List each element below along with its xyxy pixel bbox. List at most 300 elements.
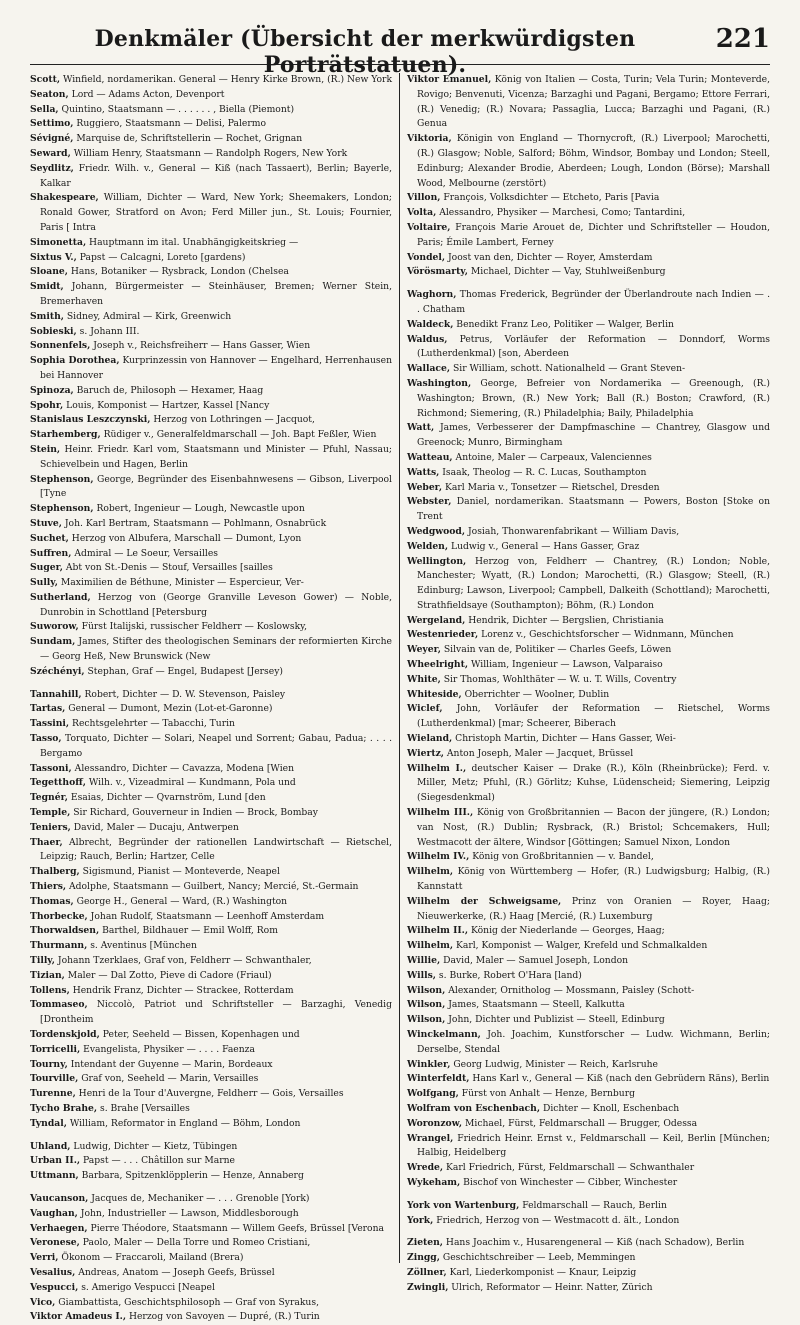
- entry-description: John, Vorläufer der Reformation — Rietschel, Worms (Lutherdenkmal) [mar; Scheerer, Biberach: [417, 703, 770, 730]
- index-entry: [30, 147, 392, 162]
- entry-description: Lorenz v., Geschichtsforscher — Widnmann, München: [478, 629, 734, 641]
- entry-headword: Vörösmarty,: [407, 266, 468, 278]
- index-entry: [30, 428, 392, 443]
- index-entry: [30, 132, 392, 147]
- entry-headword: Temple,: [30, 807, 71, 819]
- index-entry: [30, 236, 392, 251]
- index-entry: [407, 421, 770, 451]
- entry-description: Robert, Ingenieur — Lough, Newcastle upon: [93, 503, 305, 515]
- index-entry: [30, 1281, 392, 1296]
- index-entry: [407, 806, 770, 850]
- entry-description: Silvain van de, Politiker — Charles Geefs, Löwen: [440, 644, 672, 656]
- entry-description: Sidney, Admiral — Kirk, Greenwich: [63, 310, 232, 322]
- entry-headword: Wilson,: [407, 984, 446, 996]
- index-entry: [30, 1266, 392, 1281]
- index-entry: [407, 658, 770, 673]
- entry-description: François, Volksdichter — Etcheto, Paris [Pavia: [440, 192, 660, 204]
- entry-description: Joost van den, Dichter — Royer, Amsterdam: [445, 251, 653, 263]
- entry-description: Dichter — Knoll, Eschenbach: [540, 1102, 680, 1114]
- entry-headword: Zingg,: [407, 1252, 440, 1264]
- entry-headword: Viktor Emanuel,: [407, 74, 492, 85]
- index-entry: [407, 333, 770, 363]
- entry-description: Maximilien de Béthune, Minister — Espercieur, Ver-: [57, 577, 304, 589]
- entry-description: Wilh. v., Vizeadmiral — Kundmann, Pola und: [85, 777, 296, 789]
- entry-headword: Wilhelm III.,: [407, 807, 474, 819]
- entry-headword: Viktoria,: [407, 133, 452, 145]
- index-entry: [30, 954, 392, 969]
- entry-headword: Thomas,: [30, 895, 74, 907]
- entry-description: Abt von St.-Denis — Stouf, Versailles [sailles: [62, 562, 273, 574]
- index-entry: [407, 614, 770, 629]
- entry-description: Sigismund, Pianist — Monteverde, Neapel: [79, 866, 280, 878]
- entry-headword: Wills,: [407, 969, 436, 981]
- index-entry: [407, 732, 770, 747]
- entry-description: Karl, Komponist — Walger, Krefeld und Schmalkalden: [453, 940, 708, 952]
- entry-description: s. Amerigo Vespucci [Neapel: [78, 1281, 215, 1293]
- entry-headword: Washington,: [407, 377, 472, 389]
- entry-description: John, Industrieller — Lawson, Middlesborough: [77, 1207, 299, 1219]
- entry-description: George, Begründer des Eisenbahnwesens — Gibson, Liverpool [Tyne: [40, 473, 392, 500]
- entry-description: Quintino, Staatsmann — . . . . . . , Biella (Piemont): [58, 103, 295, 115]
- entry-description: Thomas Frederick, Begründer der Überlandroute nach Indien — . . Chatham: [417, 289, 770, 315]
- entry-description: Maler — Dal Zotto, Pieve di Cadore (Friaul): [64, 969, 272, 981]
- entry-headword: Shakespeare,: [30, 192, 99, 204]
- entry-description: Peter, Seeheld — Bissen, Kopenhagen und: [99, 1029, 300, 1040]
- entry-headword: Wilhelm der Schweigsame,: [407, 895, 562, 907]
- entry-headword: Watteau,: [407, 451, 453, 463]
- entry-headword: Wilhelm,: [407, 866, 454, 878]
- entry-headword: Thurmann,: [30, 940, 88, 952]
- index-entry: [407, 1176, 770, 1191]
- entry-headword: Sobieski,: [30, 325, 77, 337]
- index-entry: [30, 280, 392, 310]
- entry-description: William, Ingenieur — Lawson, Valparaiso: [468, 659, 663, 671]
- index-entry: [30, 836, 392, 866]
- entry-headword: Scott,: [30, 74, 61, 85]
- entry-headword: Tyndal,: [30, 1117, 67, 1129]
- entry-description: Lord — Adams Acton, Devenport: [68, 88, 225, 100]
- entry-description: s. Johann III.: [76, 325, 140, 337]
- index-entry: [30, 532, 392, 547]
- entry-headword: Tegnér,: [30, 792, 68, 804]
- index-entry: [407, 1214, 770, 1229]
- index-entry: [30, 1192, 392, 1207]
- index-entry: [30, 325, 392, 340]
- entry-headword: Suffren,: [30, 547, 72, 559]
- index-entry: [30, 1154, 392, 1169]
- index-entry: [407, 451, 770, 466]
- index-entry: [30, 1310, 392, 1325]
- entry-description: Marquise de, Schriftstellerin — Rochet, Grignan: [73, 133, 303, 145]
- index-entry: [30, 517, 392, 532]
- entry-headword: Sloane,: [30, 266, 68, 278]
- entry-headword: Wellington,: [407, 555, 467, 567]
- index-entry: [30, 821, 392, 836]
- entry-headword: Weyer,: [407, 644, 441, 656]
- entry-description: Barbara, Spitzenklöpplerin — Henze, Annaberg: [78, 1170, 304, 1182]
- index-entry: [30, 117, 392, 132]
- entry-headword: Viktor Amadeus I.,: [30, 1311, 127, 1323]
- entry-headword: Sundam,: [30, 636, 76, 648]
- entry-headword: Tasso,: [30, 733, 62, 745]
- index-entry: [30, 384, 392, 399]
- entry-headword: Seward,: [30, 147, 71, 159]
- index-entry: [407, 1236, 770, 1251]
- index-entry: [407, 702, 770, 732]
- entry-description: James, Stifter des theologischen Seminars der reformierten Kirche — Georg Heß, New Brunswick (New: [40, 636, 392, 663]
- entry-headword: Seaton,: [30, 88, 69, 100]
- entry-headword: Stephenson,: [30, 503, 94, 515]
- entry-description: Petrus, Vorläufer der Reformation — Donndorf, Worms (Lutherdenkmal) [son, Aberdeen: [417, 333, 770, 360]
- index-entry: [30, 339, 392, 354]
- entry-description: Prinz von Oranien — Royer, Haag; Nieuwerkerke, (R.) Haag [Mercié, (R.) Luxemburg: [417, 895, 770, 922]
- entry-description: Friedrich, Herzog von — Westmacott d. ält., London: [433, 1214, 680, 1226]
- index-entry: [30, 865, 392, 880]
- entry-headword: Thalberg,: [30, 866, 80, 878]
- entry-headword: Thiers,: [30, 881, 67, 893]
- index-entry: [30, 665, 392, 680]
- entry-description: Winfield, nordamerikan. General — Henry Kirke Brown, (R.) New York: [60, 74, 393, 85]
- index-entry: [407, 1251, 770, 1266]
- entry-headword: Sixtus V.,: [30, 251, 77, 263]
- index-entry: [30, 1087, 392, 1102]
- entry-description: Pierre Théodore, Staatsmann — Willem Geefs, Brüssel [Verona: [87, 1222, 384, 1234]
- entry-headword: Villon,: [407, 192, 441, 204]
- entry-headword: Stuve,: [30, 517, 62, 529]
- entry-headword: Wilhelm,: [407, 940, 454, 952]
- index-entry: [407, 73, 770, 132]
- index-entry: [407, 1013, 770, 1028]
- entry-description: Friedr. Wilh. v., General — Kiß (nach Tassaert), Berlin; Bayerle, Kalkar: [40, 162, 392, 189]
- index-entry: [30, 162, 392, 192]
- index-entry: [407, 1072, 770, 1087]
- entry-description: Joh. Karl Bertram, Staatsmann — Pohlmann, Osnabrück: [61, 517, 327, 529]
- section-gap: [30, 1132, 392, 1140]
- entry-description: Torquato, Dichter — Solari, Neapel und Sorrent; Gabau, Padua; . . . . Bergamo: [40, 733, 392, 759]
- entry-headword: Winterfeldt,: [407, 1073, 470, 1085]
- entry-headword: Wiclef,: [407, 703, 443, 715]
- entry-description: François Marie Arouet de, Dichter und Schriftsteller — Houdon, Paris; Émile Lambert, Ferney: [417, 221, 770, 248]
- index-entry: [30, 103, 392, 118]
- entry-description: Hans, Botaniker — Rysbrack, London (Chelsea: [67, 266, 289, 278]
- entry-description: Hendrik Franz, Dichter — Strackee, Rotterdam: [69, 984, 294, 996]
- entry-description: David, Maler — Ducaju, Antwerpen: [70, 821, 239, 833]
- entry-headword: Tassini,: [30, 718, 70, 730]
- index-entry: [407, 688, 770, 703]
- index-entry: [30, 924, 392, 939]
- index-entry: [407, 540, 770, 555]
- entry-headword: Verhaegen,: [30, 1222, 88, 1234]
- entry-headword: Waghorn,: [407, 289, 457, 301]
- section-gap: [30, 1184, 392, 1192]
- entry-headword: Seydlitz,: [30, 162, 74, 174]
- entry-headword: White,: [407, 673, 441, 685]
- entry-headword: Woronzow,: [407, 1117, 463, 1129]
- entry-description: Alessandro, Physiker — Marchesi, Como; Tantardini,: [436, 207, 686, 219]
- entry-description: Karl Maria v., Tonsetzer — Rietschel, Dresden: [442, 481, 660, 493]
- index-entry: [407, 939, 770, 954]
- entry-headword: Winckelmann,: [407, 1029, 481, 1040]
- entry-headword: Wheelright,: [407, 659, 469, 671]
- index-entry: [407, 525, 770, 540]
- index-entry: [407, 998, 770, 1013]
- entry-description: Johann, Bürgermeister — Steinhäuser, Bremen; Werner Stein, Bremerhaven: [40, 281, 392, 307]
- index-entry: [407, 895, 770, 925]
- entry-description: Adolphe, Staatsmann — Guilbert, Nancy; Mercié, St.-Germain: [66, 881, 359, 893]
- index-entry: [30, 561, 392, 576]
- entry-headword: Tommaseo,: [30, 999, 88, 1011]
- section-gap: [407, 1191, 770, 1199]
- index-entry: [30, 473, 392, 503]
- entry-description: Rechtsgelehrter — Tabacchi, Turin: [69, 718, 235, 730]
- index-entry: [407, 628, 770, 643]
- entry-description: s. Aventinus [München: [87, 940, 197, 952]
- entry-description: s. Burke, Robert O'Hara [land): [436, 969, 582, 981]
- entry-headword: Veronese,: [30, 1237, 80, 1249]
- index-entry: [30, 1102, 392, 1117]
- index-entry: [30, 998, 392, 1028]
- entry-headword: York,: [407, 1214, 434, 1226]
- entry-headword: Sutherland,: [30, 591, 91, 603]
- entry-description: Alessandro, Dichter — Cavazza, Modena [Wien: [71, 762, 294, 774]
- index-entry: [407, 481, 770, 496]
- index-entry: [30, 251, 392, 266]
- index-entry: [407, 251, 770, 266]
- index-entry: [30, 939, 392, 954]
- entry-headword: Vespucci,: [30, 1281, 79, 1293]
- entry-headword: Zieten,: [407, 1237, 444, 1249]
- entry-headword: Wilson,: [407, 999, 446, 1011]
- index-entry: [30, 1222, 392, 1237]
- index-entry: [407, 288, 770, 318]
- entry-description: Johann Tzerklaes, Graf von, Feldherr — Schwanthaler,: [54, 955, 312, 967]
- entry-headword: Zwingli,: [407, 1281, 449, 1293]
- entry-headword: Wrangel,: [407, 1132, 454, 1144]
- entry-description: Barthel, Bildhauer — Emil Wolff, Rom: [99, 925, 278, 937]
- entry-headword: Smidt,: [30, 281, 64, 293]
- index-entry: [30, 1117, 392, 1132]
- index-entry: [407, 1028, 770, 1058]
- entry-description: Henri de la Tour d'Auvergne, Feldherr — Gois, Versailles: [75, 1088, 344, 1100]
- entry-headword: Torricelli,: [30, 1043, 81, 1055]
- index-entry: [30, 969, 392, 984]
- entry-description: Niccolò, Patriot und Schriftsteller — Barzaghi, Venedig [Drontheim: [40, 999, 392, 1026]
- entry-description: König von Großbritannien — Bacon der jüngere, (R.) London; van Nost, (R.) Dublin; Rysbrack, (R.) Bristol; Schcemakers, Hull; Westmacott der ältere, Windsor [Göttingen; Samuel Nixon, London: [417, 807, 770, 848]
- entry-headword: Thaer,: [30, 836, 63, 848]
- entry-headword: Voltaire,: [407, 221, 451, 233]
- entry-description: Ökonom — Fraccaroli, Mailand (Brera): [58, 1252, 244, 1264]
- entry-description: Hendrik, Dichter — Bergslien, Christiania: [465, 614, 664, 626]
- index-entry: [30, 502, 392, 517]
- entry-description: Michael, Fürst, Feldmarschall — Brugger, Odessa: [462, 1117, 698, 1129]
- entry-description: Alexander, Ornitholog — Mossmann, Paisley (Schott-: [445, 984, 695, 996]
- entry-description: Herzog von Savoyen — Dupré, (R.) Turin: [126, 1311, 320, 1323]
- index-entry: [30, 1251, 392, 1266]
- entry-description: Fürst Italijski, russischer Feldherr — Koslowsky,: [78, 621, 308, 633]
- index-entry: [30, 776, 392, 791]
- entry-headword: York von Wartenburg,: [407, 1199, 520, 1211]
- entry-description: Paolo, Maler — Della Torre und Romeo Cristiani,: [79, 1237, 311, 1249]
- entry-description: Bischof von Winchester — Cibber, Winchester: [460, 1176, 678, 1188]
- index-entry: [30, 443, 392, 473]
- entry-headword: Suworow,: [30, 621, 79, 633]
- entry-headword: Tegetthoff,: [30, 777, 86, 789]
- entry-description: Karl Friedrich, Fürst, Feldmarschall — Schwanthaler: [443, 1162, 695, 1174]
- entry-headword: Sévigné,: [30, 133, 74, 145]
- section-gap: [407, 1228, 770, 1236]
- index-entry: [407, 1132, 770, 1162]
- entry-headword: Volta,: [407, 207, 437, 219]
- entry-description: Hauptmann im ital. Unabhängigkeitskrieg —: [86, 236, 299, 248]
- entry-headword: Wykeham,: [407, 1176, 461, 1188]
- entry-description: Ludwig v., General — Hans Gasser, Graz: [448, 540, 640, 552]
- entry-headword: Smith,: [30, 310, 64, 322]
- index-entry: [407, 954, 770, 969]
- entry-headword: Vaucanson,: [30, 1192, 89, 1204]
- entry-headword: Suger,: [30, 562, 63, 574]
- entry-description: Heinr. Friedr. Karl vom, Staatsmann und Minister — Pfuhl, Nassau; Schievelbein und Hagen, Berlin: [40, 443, 392, 470]
- index-entry: [407, 643, 770, 658]
- entry-headword: Verri,: [30, 1252, 59, 1264]
- entry-description: s. Brahe [Versailles: [97, 1102, 190, 1114]
- entry-description: Kurprinzessin von Hannover — Engelhard, Herrenhausen bei Hannover: [40, 355, 393, 381]
- two-column-body: [30, 73, 770, 1323]
- entry-headword: Wergeland,: [407, 614, 466, 626]
- entry-headword: Settimo,: [30, 118, 74, 130]
- index-entry: [407, 1161, 770, 1176]
- index-entry: [407, 1266, 770, 1281]
- entry-headword: Wallace,: [407, 363, 451, 375]
- entry-headword: Weber,: [407, 481, 443, 493]
- index-entry: [30, 265, 392, 280]
- entry-description: Admiral — Le Soeur, Versailles: [71, 547, 218, 559]
- entry-description: Papst — . . . Châtillon sur Marne: [80, 1155, 235, 1167]
- entry-headword: Wilson,: [407, 1014, 446, 1026]
- entry-description: Herzog von Lothringen — Jacquot,: [150, 414, 315, 426]
- index-entry: [30, 1207, 392, 1222]
- entry-headword: Watt,: [407, 422, 435, 434]
- entry-description: Intendant der Guyenne — Marin, Bordeaux: [67, 1058, 273, 1070]
- index-entry: [30, 191, 392, 235]
- entry-description: Herzog von, Feldherr — Chantrey, (R.) London; Noble, Manchester; Wyatt, (R.) London; Marochetti, (R.) Glasgow; Steell, (R.) Edinburg; Lawson, Liverpool; Campbell, Dalkeith (Schottland); Marochetti, Strathfieldsaye (Southampton); Böhm, (R.) London: [417, 555, 770, 611]
- index-entry: [30, 576, 392, 591]
- index-entry: [407, 377, 770, 421]
- entry-description: Feldmarschall — Rauch, Berlin: [519, 1199, 667, 1211]
- entry-description: Esaias, Dichter — Qvarnström, Lund [den: [67, 792, 266, 804]
- index-entry: [30, 688, 392, 703]
- entry-headword: Tycho Brahe,: [30, 1102, 98, 1114]
- entry-description: Isaak, Theolog — R. C. Lucas, Southampton: [439, 466, 647, 478]
- entry-description: Albrecht, Begründer der rationellen Landwirtschaft — Rietschel, Leipzig; Rauch, Berlin; Hartzer, Celle: [40, 836, 392, 863]
- index-entry: [30, 620, 392, 635]
- index-entry: [30, 1072, 392, 1087]
- entry-headword: Tordenskjold,: [30, 1029, 100, 1040]
- entry-description: Georg Ludwig, Minister — Reich, Karlsruhe: [450, 1058, 658, 1070]
- entry-headword: Vico,: [30, 1296, 56, 1308]
- section-gap: [407, 280, 770, 288]
- entry-description: Sir Richard, Gouverneur in Indien — Brock, Bombay: [70, 807, 318, 819]
- index-entry: [30, 806, 392, 821]
- entry-description: Sir Thomas, Wohlthäter — W. u. T. Wills, Coventry: [440, 673, 677, 685]
- entry-headword: Wolfram von Eschenbach,: [407, 1102, 541, 1114]
- entry-description: Anton Joseph, Maler — Jacquet, Brüssel: [444, 747, 634, 759]
- entry-description: George, Befreier von Nordamerika — Greenough, (R.) Washington; Brown, (R.) New York; Ball (R.) Boston; Crawford, (R.) Richmond; Siemering, (R.) Philadelphia; Baily, Philadelphia: [417, 377, 770, 419]
- index-entry: [30, 1236, 392, 1251]
- entry-description: John, Dichter und Publizist — Steell, Edinburg: [445, 1014, 665, 1026]
- entry-description: Friedrich Heinr. Ernst v., Feldmarschall — Keil, Berlin [München; Halbig, Heidelberg: [417, 1132, 770, 1159]
- entry-description: König von Italien — Costa, Turin; Vela Turin; Monteverde, Rovigo; Benvenuti, Vicenza; Barzaghi und Pagani, Bergamo; Ettore Ferrari, (R.) Venedig; (R.) Novara; Passaglia, Lucca; Barzaghi und Pagani, (R.) Genua: [417, 74, 770, 130]
- entry-headword: Sella,: [30, 103, 59, 115]
- index-entry: [30, 984, 392, 999]
- entry-description: Geschichtschreiber — Leeb, Memmingen: [439, 1252, 636, 1264]
- entry-description: Sir William, schott. Nationalheld — Grant Steven-: [450, 363, 686, 375]
- index-entry: [30, 762, 392, 777]
- entry-headword: Waldus,: [407, 333, 448, 345]
- index-entry: [407, 747, 770, 762]
- entry-description: König der Niederlande — Georges, Haag;: [468, 925, 665, 937]
- index-entry: [30, 1296, 392, 1311]
- entry-headword: Vesalius,: [30, 1266, 76, 1278]
- entry-description: Graf von, Seeheld — Marin, Versailles: [78, 1073, 259, 1085]
- index-entry: [407, 1117, 770, 1132]
- index-entry: [30, 702, 392, 717]
- entry-headword: Stanislaus Leszczynski,: [30, 414, 151, 426]
- entry-description: Christoph Martin, Dichter — Hans Gasser, Wei-: [452, 733, 676, 745]
- index-entry: [407, 924, 770, 939]
- entry-description: Andreas, Anatom — Joseph Geefs, Brüssel: [75, 1266, 275, 1278]
- index-entry: [30, 895, 392, 910]
- entry-headword: Wiertz,: [407, 747, 444, 759]
- entry-description: Königin von England — Thornycroft, (R.) Liverpool; Marochetti, (R.) Glasgow; Noble, Salford; Böhm, Windsor, Bombay und London; Steell, Edinburg; Alexander Brodie, Aberdeen; Lough, London (Börse); Marshall Wood, Melbourne (zerstört): [417, 133, 770, 189]
- entry-headword: Tizian,: [30, 969, 65, 981]
- index-entry: [407, 265, 770, 280]
- entry-description: Karl, Liederkomponist — Knaur, Leipzig: [446, 1266, 637, 1278]
- entry-description: William, Reformator in England — Böhm, London: [66, 1117, 301, 1129]
- entry-headword: Stephenson,: [30, 473, 94, 485]
- entry-description: Baruch de, Philosoph — Hexamer, Haag: [73, 384, 264, 396]
- index-entry: [407, 762, 770, 806]
- index-entry: [30, 399, 392, 414]
- entry-description: Ruggiero, Staatsmann — Delisi, Palermo: [73, 118, 267, 130]
- entry-headword: Stein,: [30, 443, 61, 455]
- entry-headword: Tollens,: [30, 984, 70, 996]
- entry-description: Joh. Joachim, Kunstforscher — Ludw. Wichmann, Berlin; Derselbe, Stendal: [417, 1029, 770, 1055]
- index-entry: [30, 310, 392, 325]
- entry-headword: Uhland,: [30, 1140, 71, 1152]
- entry-headword: Tassoni,: [30, 762, 72, 774]
- index-entry: [407, 495, 770, 525]
- index-entry: [407, 969, 770, 984]
- entry-description: Louis, Komponist — Hartzer, Kassel [Nancy: [63, 399, 270, 411]
- entry-headword: Tannahill,: [30, 688, 82, 700]
- entry-headword: Sonnenfels,: [30, 340, 91, 352]
- entry-headword: Wolfgang,: [407, 1088, 459, 1100]
- index-entry: [30, 354, 392, 384]
- entry-description: Herzog von Albufera, Marschall — Dumont, Lyon: [68, 532, 302, 544]
- entry-headword: Wieland,: [407, 733, 453, 745]
- entry-headword: Spinoza,: [30, 384, 74, 396]
- entry-headword: Urban II.,: [30, 1155, 81, 1167]
- index-entry: [30, 732, 392, 762]
- entry-headword: Spohr,: [30, 399, 64, 411]
- entry-headword: Tartas,: [30, 703, 66, 715]
- entry-headword: Vaughan,: [30, 1207, 78, 1219]
- entry-headword: Thorbecke,: [30, 910, 88, 922]
- entry-description: Papst — Calcagni, Loreto [gardens): [76, 251, 246, 263]
- index-entry: [407, 1087, 770, 1102]
- index-entry: [30, 1140, 392, 1155]
- index-entry: [30, 880, 392, 895]
